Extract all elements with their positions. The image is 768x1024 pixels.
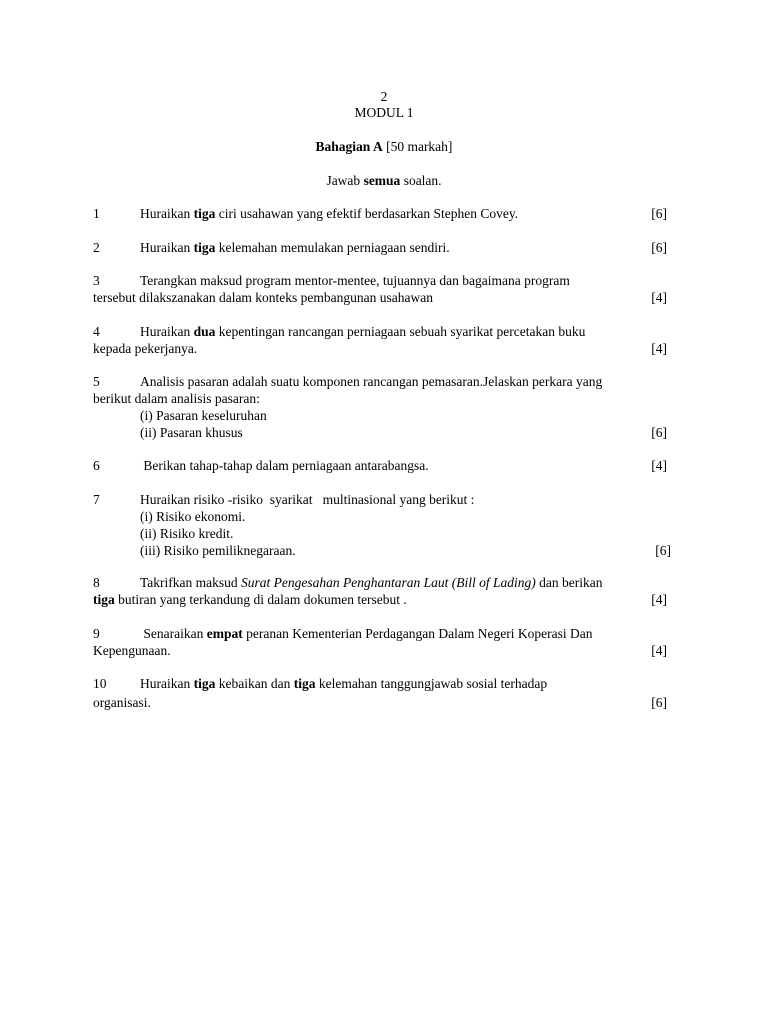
question-9 <box>93 625 673 659</box>
question-text: Huraikan dua kepentingan rancangan perniagaan sebuah syarikat percetakan buku <box>140 324 586 339</box>
question-marks: [6] <box>651 240 667 255</box>
question-number: 8 <box>93 575 100 590</box>
question-5 <box>93 373 673 441</box>
question-text-continued: tersebut dilakszanakan dalam konteks pembangunan usahawan <box>93 290 434 305</box>
question-number: 10 <box>93 676 107 691</box>
instruction: Jawab semua soalan. <box>326 173 442 188</box>
question-1 <box>93 205 673 222</box>
question-number: 5 <box>93 374 100 389</box>
question-7 <box>93 491 673 559</box>
section-name: Bahagian A <box>315 139 383 154</box>
question-text: Senaraikan empat peranan Kementerian Perdagangan Dalam Negeri Koperasi Dan <box>140 626 593 641</box>
question-4 <box>93 323 673 357</box>
question-text: Berikan tahap-tahap dalam perniagaan antarabangsa. <box>140 458 429 473</box>
question-3 <box>93 272 673 306</box>
question-text: Huraikan tiga kebaikan dan tiga kelemahan tanggungjawab sosial terhadap <box>140 676 548 691</box>
question-marks: [4] <box>651 341 667 356</box>
sub-item: (i) Risiko ekonomi. <box>140 509 246 524</box>
question-marks: [6] <box>651 206 667 221</box>
section-heading <box>0 138 768 155</box>
question-text-continued: berikut dalam analisis pasaran: <box>93 391 260 406</box>
question-number: 2 <box>93 240 100 255</box>
question-text-continued: kepada pekerjanya. <box>93 341 198 356</box>
question-text-continued: organisasi. <box>93 695 151 710</box>
question-text: Huraikan tiga kelemahan memulakan perniagaan sendiri. <box>140 240 450 255</box>
question-text-continued: tiga butiran yang terkandung di dalam dokumen tersebut . <box>93 592 407 607</box>
question-8 <box>93 574 673 608</box>
sub-item: (ii) Risiko kredit. <box>140 526 234 541</box>
question-number: 4 <box>93 324 100 339</box>
module-title: MODUL 1 <box>354 105 414 120</box>
question-text: Huraikan tiga ciri usahawan yang efektif berdasarkan Stephen Covey. <box>140 206 519 221</box>
question-marks: [6] <box>651 695 667 710</box>
sub-item: (ii) Pasaran khusus <box>140 425 243 440</box>
question-2 <box>93 239 673 256</box>
question-text: Terangkan maksud program mentor-mentee, tujuannya dan bagaimana program <box>140 273 570 288</box>
sub-item: (iii) Risiko pemiliknegaraan. <box>140 543 296 558</box>
question-10 <box>93 675 673 711</box>
question-marks: [4] <box>651 458 667 473</box>
question-marks: [6] <box>655 543 671 558</box>
page-number: 2 <box>380 89 388 104</box>
section-marks: [50 markah] <box>382 139 453 154</box>
sub-item: (i) Pasaran keseluruhan <box>140 408 267 423</box>
question-number: 3 <box>93 273 100 288</box>
question-number: 9 <box>93 626 100 641</box>
question-marks: [4] <box>651 592 667 607</box>
question-text: Huraikan risiko -risiko syarikat multinasional yang berikut : <box>140 492 475 507</box>
question-text: Analisis pasaran adalah suatu komponen rancangan pemasaran.Jelaskan perkara yang <box>140 374 603 389</box>
question-marks: [4] <box>651 643 667 658</box>
question-number: 1 <box>93 206 100 221</box>
question-marks: [4] <box>651 290 667 305</box>
question-6 <box>93 457 673 474</box>
question-text-continued: Kepengunaan. <box>93 643 171 658</box>
question-number: 7 <box>93 492 100 507</box>
question-marks: [6] <box>651 425 667 440</box>
question-number: 6 <box>93 458 100 473</box>
question-text: Takrifkan maksud Surat Pengesahan Penghantaran Laut (Bill of Lading) dan berikan <box>140 575 603 590</box>
